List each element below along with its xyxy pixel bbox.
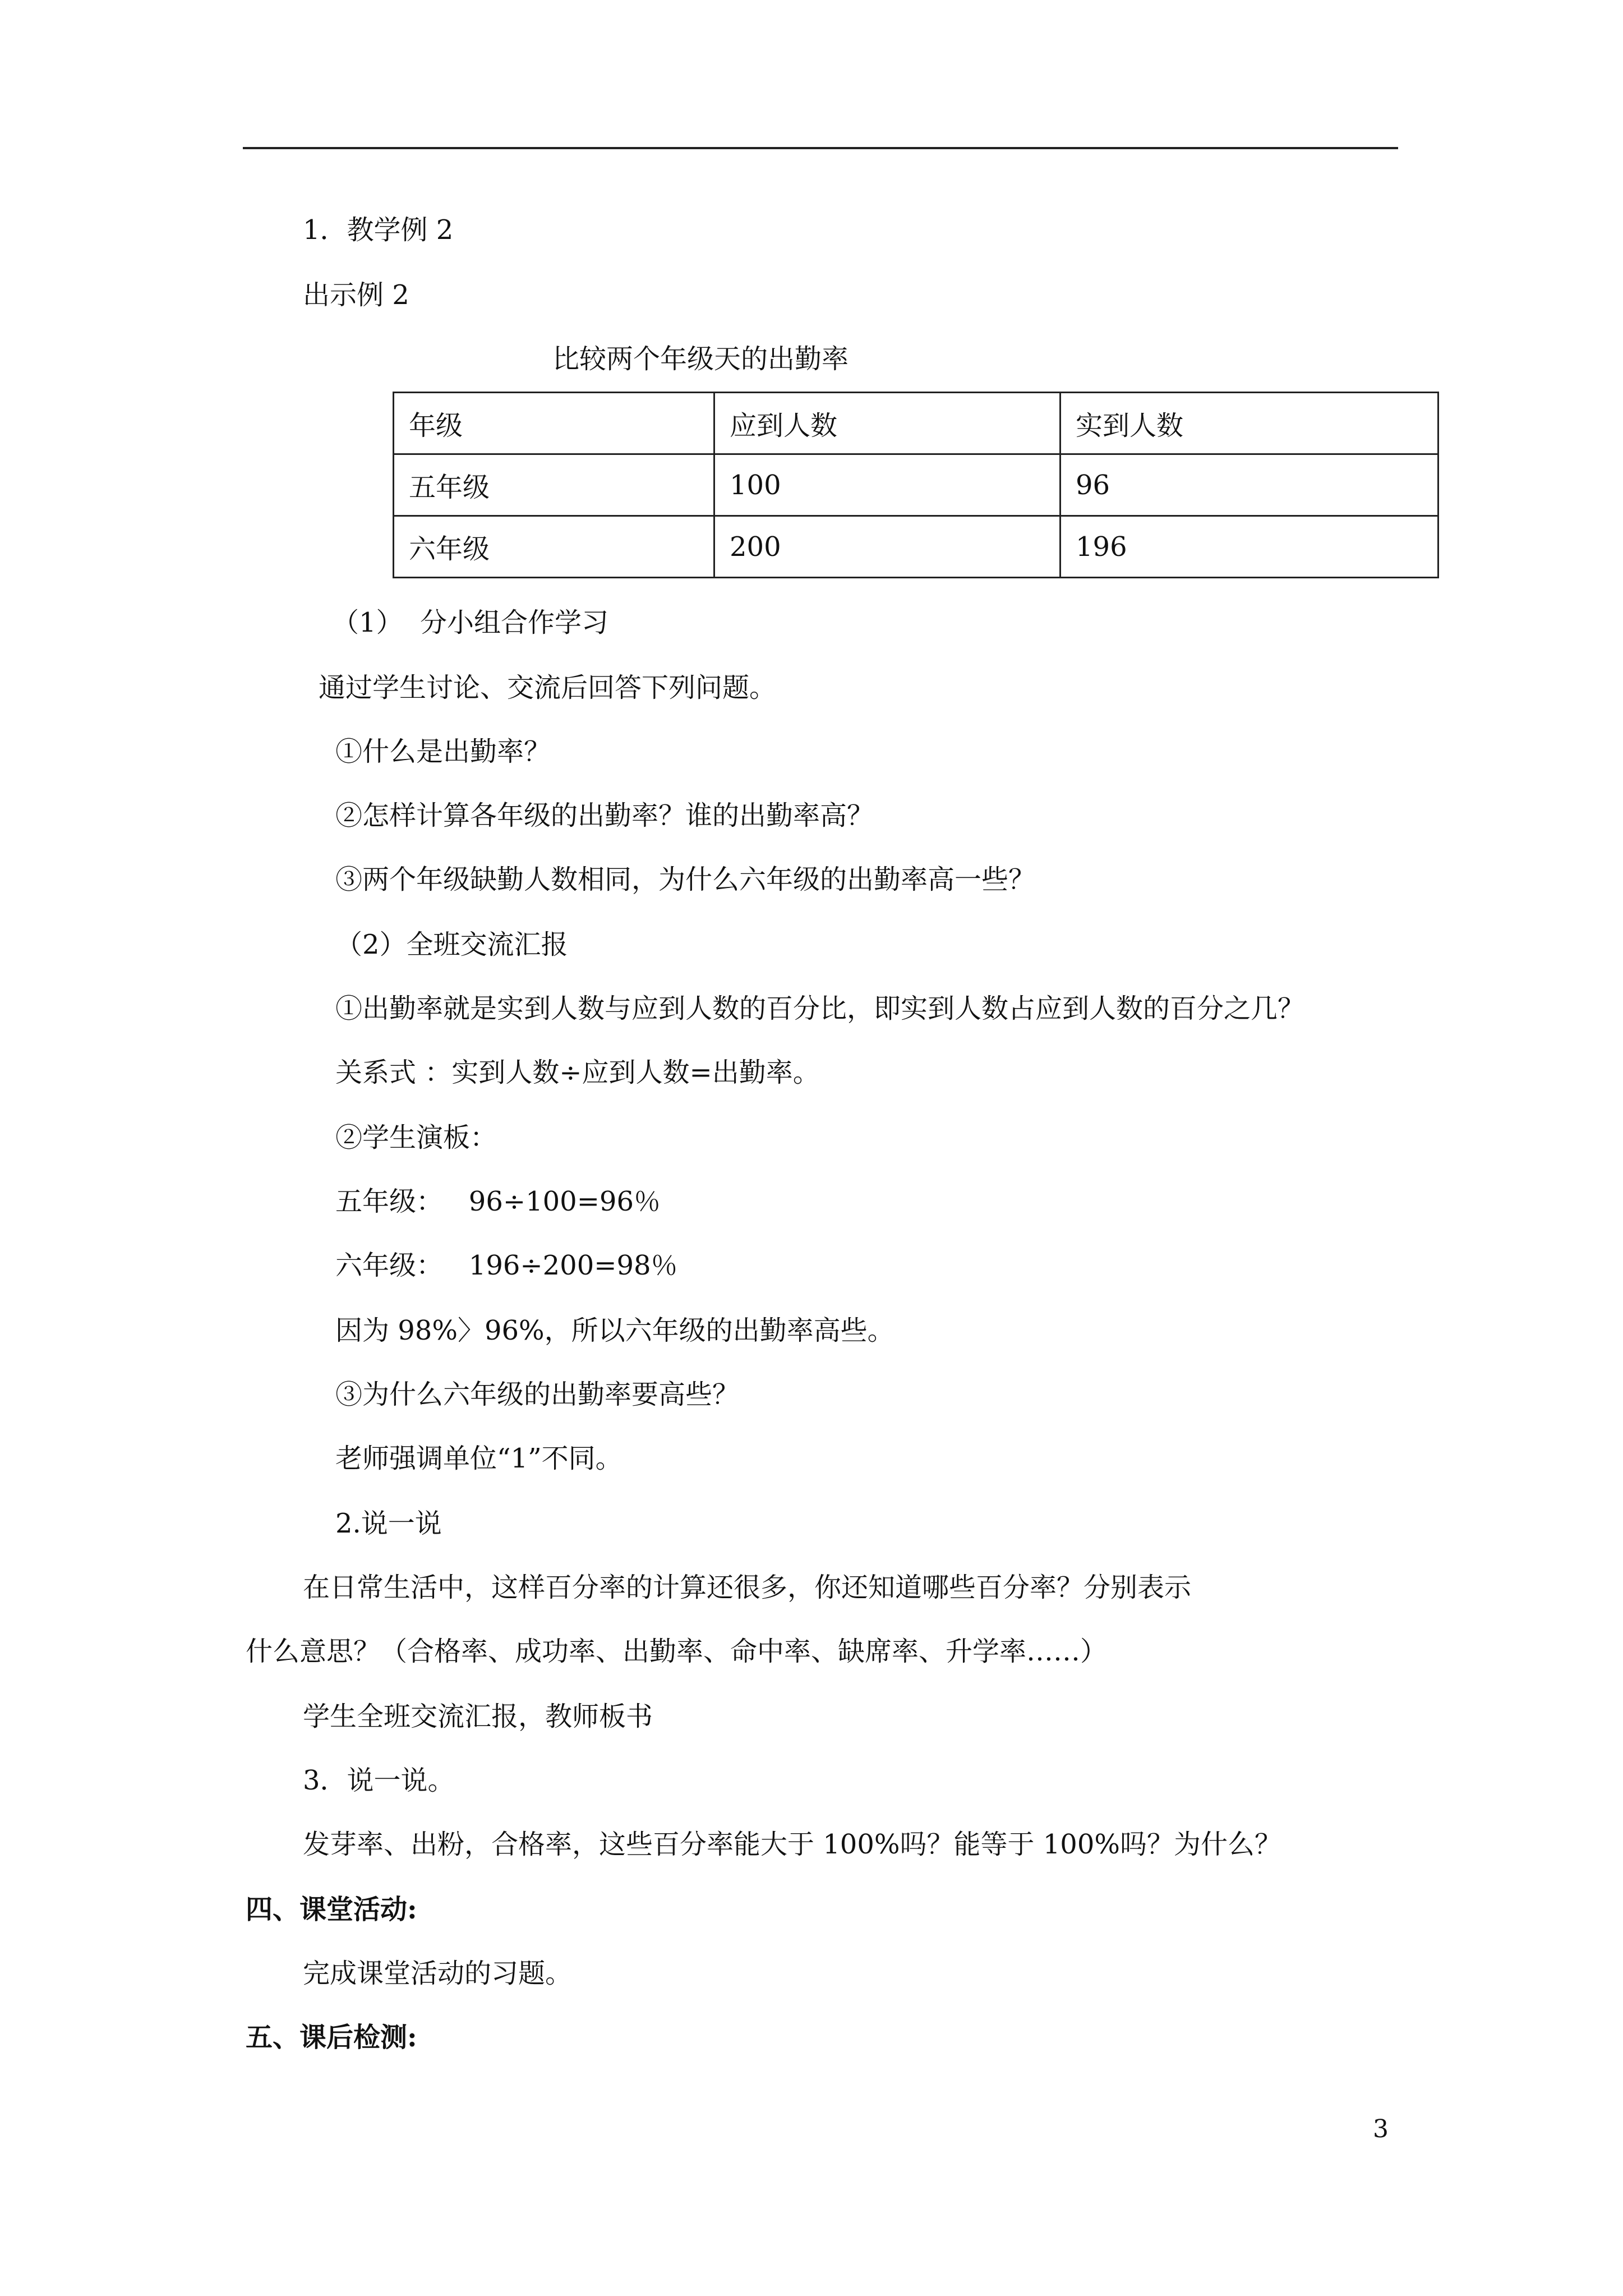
heading-class-activity: 四、课堂活动: (246, 1894, 417, 1925)
paragraph: （2）全班交流汇报 (335, 929, 568, 960)
answer-3: ③为什么六年级的出勤率要高些？ (335, 1379, 740, 1410)
table-cell: 六年级 (394, 516, 714, 578)
table-row (394, 516, 1438, 578)
answer-2: ②学生演板： (335, 1122, 497, 1153)
section-heading-3: 3．说一说。 (303, 1765, 455, 1796)
question-1: ①什么是出勤率？ (335, 736, 551, 767)
show-example: 出示例 2 (303, 279, 409, 311)
table-header-cell: 实到人数 (1061, 393, 1438, 454)
table-row (394, 454, 1438, 516)
paragraph: 什么意思？（合格率、成功率、出勤率、命中率、缺席率、升学率……） (246, 1636, 1108, 1667)
section-heading-2: 2.说一说 (335, 1508, 442, 1539)
teacher-note: 老师强调单位“1”不同。 (335, 1443, 623, 1474)
comparison: 因为 98%〉96%，所以六年级的出勤率高些。 (335, 1315, 895, 1346)
grade6-calc: 六年级： 196÷200=98％ (335, 1250, 678, 1281)
question-2: ②怎样计算各年级的出勤率？谁的出勤率高？ (335, 800, 874, 831)
paragraph: （1） 分小组合作学习 (332, 607, 609, 638)
page-number: 3 (1373, 2115, 1389, 2143)
table-header-cell: 应到人数 (714, 393, 1061, 454)
section-heading-1: 1．教学例 2 (303, 214, 454, 246)
table-cell: 96 (1061, 454, 1438, 516)
paragraph: 发芽率、出粉，合格率，这些百分率能大于 100%吗？能等于 100%吗？为什么？ (303, 1829, 1281, 1860)
table-cell: 100 (714, 454, 1061, 516)
paragraph: 通过学生讨论、交流后回答下列问题。 (319, 672, 777, 703)
table-cell: 五年级 (394, 454, 714, 516)
attendance-table (393, 392, 1439, 578)
relation-formula: 关系式 ：实到人数÷应到人数=出勤率。 (335, 1057, 820, 1088)
table-cell: 196 (1061, 516, 1438, 578)
header-rule (243, 147, 1398, 149)
paragraph: 学生全班交流汇报，教师板书 (303, 1701, 653, 1732)
grade5-calc: 五年级： 96÷100=96％ (335, 1186, 661, 1217)
table-cell: 200 (714, 516, 1061, 578)
answer-1: ①出勤率就是实到人数与应到人数的百分比，即实到人数占应到人数的百分之几？ (335, 993, 1305, 1024)
paragraph: 完成课堂活动的习题。 (303, 1958, 573, 1989)
question-3: ③两个年级缺勤人数相同，为什么六年级的出勤率高一些？ (335, 864, 1036, 895)
paragraph: 在日常生活中，这样百分率的计算还很多，你还知道哪些百分率？分别表示 (303, 1572, 1192, 1603)
table-title: 比较两个年级天的出勤率 (552, 343, 849, 375)
table-header-row (394, 393, 1438, 454)
table-header-cell: 年级 (394, 393, 714, 454)
heading-after-class-test: 五、课后检测: (246, 2022, 417, 2053)
